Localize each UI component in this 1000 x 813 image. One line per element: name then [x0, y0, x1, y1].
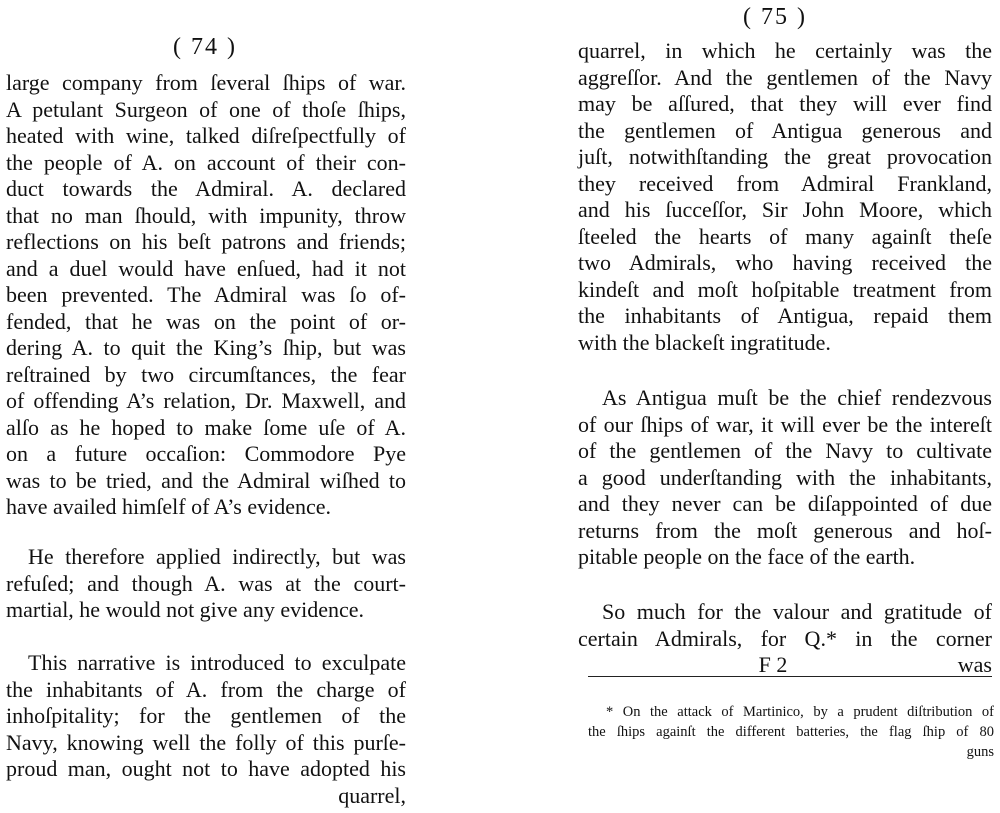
text-line: that no man ſhould, with impunity, throw — [6, 202, 406, 228]
text-line: and a duel would have enſued, had it not — [6, 255, 406, 281]
text-line: large company from ſeveral ſhips of war. — [6, 70, 406, 95]
text-line: of the gentlemen of the Navy to cultivate — [578, 438, 992, 463]
text-line: pitable people on the face of the earth. — [578, 544, 916, 569]
text-line: reſtrained by two circumſtances, the fear — [6, 361, 406, 387]
text-line: kindeſt and moſt hoſpitable treatment from — [578, 276, 992, 302]
footnote — [588, 702, 994, 762]
text-line: Navy, knowing well the folly of this purſe- — [6, 729, 406, 755]
text-line: refuſed; and though A. was at the court- — [6, 570, 406, 596]
text-line: the people of A. on account of their con- — [6, 149, 406, 175]
text-line: heated with wine, talked diſreſpectfully of — [6, 123, 406, 148]
text-line: ſteeled the hearts of many againſt theſe — [578, 223, 992, 249]
right-page — [500, 0, 1000, 813]
footnote-catchword: guns — [966, 744, 994, 760]
text-line: of our ſhips of war, it will ever be the intereſt — [578, 411, 992, 437]
text-line: two Admirals, who having received the — [578, 250, 992, 275]
text-line: fended, that he was on the point of or- — [6, 308, 406, 334]
paragraph — [6, 650, 406, 809]
text-line: quarrel, in which he certainly was the — [578, 38, 992, 63]
text-line: He therefore applied indirectly, but was — [28, 544, 406, 569]
text-line: This narrative is introduced to exculpate — [28, 650, 406, 675]
text-line: they received from Admiral Frankland, — [578, 170, 992, 196]
paragraph — [578, 599, 992, 679]
text-line: alſo as he hoped to make ſome uſe of A. — [6, 414, 406, 440]
text-line: and they never can be diſappointed of due — [578, 491, 992, 516]
footnote-line: the ſhips againſt the different batteries, the flag ſhip of 80 — [588, 724, 994, 740]
text-line: the inhabitants of Antigua, repaid them — [578, 303, 992, 328]
text-line: have availed himſelf of A’s evidence. — [6, 494, 331, 519]
text-line: was to be tried, and the Admiral wiſhed to — [6, 467, 406, 493]
text-line: As Antigua muſt be the chief rendezvous — [602, 385, 992, 410]
text-line: martial, he would not give any evidence. — [6, 597, 364, 622]
text-line: juſt, notwithſtanding the great provocation — [578, 144, 992, 169]
text-line: and his ſucceſſor, Sir John Moore, which — [578, 197, 992, 222]
catchword: quarrel, — [338, 782, 406, 808]
text-line: So much for the valour and gratitude of — [602, 599, 992, 624]
text-line: a good underſtanding with the inhabitants, — [578, 464, 992, 490]
text-line: the gentlemen of Antigua generous and — [578, 117, 992, 143]
text-line: may be aſſured, that they will ever find — [578, 91, 992, 116]
signature-mark: F 2 — [758, 652, 788, 677]
paragraph — [578, 38, 992, 356]
footnote-rule — [588, 676, 992, 677]
text-line: on a future occaſion: Commodore Pye — [6, 441, 406, 466]
text-line: aggreſſor. And the gentlemen of the Navy — [578, 64, 992, 90]
paragraph — [6, 70, 406, 521]
footnote-line: * On the attack of Martinico, by a prudent diſtribution of — [606, 704, 994, 720]
text-line: the inhabitants of A. from the charge of — [6, 676, 406, 702]
text-line: been prevented. The Admiral was ſo of- — [6, 282, 406, 307]
text-line: with the blackeſt ingratitude. — [578, 329, 831, 355]
catchword: was — [957, 652, 992, 677]
text-line: of offending A’s relation, Dr. Maxwell, and — [6, 388, 406, 413]
text-line: returns from the moſt generous and hoſ- — [578, 517, 992, 543]
text-line: proud man, ought not to have adopted his — [6, 756, 406, 781]
text-line: reflections on his beſt patrons and friends; — [6, 229, 406, 254]
paragraph — [6, 544, 406, 624]
paragraph — [578, 385, 992, 571]
signature-line — [578, 652, 992, 679]
text-line: A petulant Surgeon of one of thoſe ſhips, — [6, 96, 406, 122]
text-line: certain Admirals, for Q.* in the corner — [578, 625, 992, 651]
text-line: inhoſpitality; for the gentlemen of the — [6, 703, 406, 728]
page-number: ( 75 ) — [743, 4, 807, 30]
page-number: ( 74 ) — [173, 34, 237, 60]
text-line: dering A. to quit the King’s ſhip, but was — [6, 335, 406, 360]
text-line: duct towards the Admiral. A. declared — [6, 176, 406, 201]
